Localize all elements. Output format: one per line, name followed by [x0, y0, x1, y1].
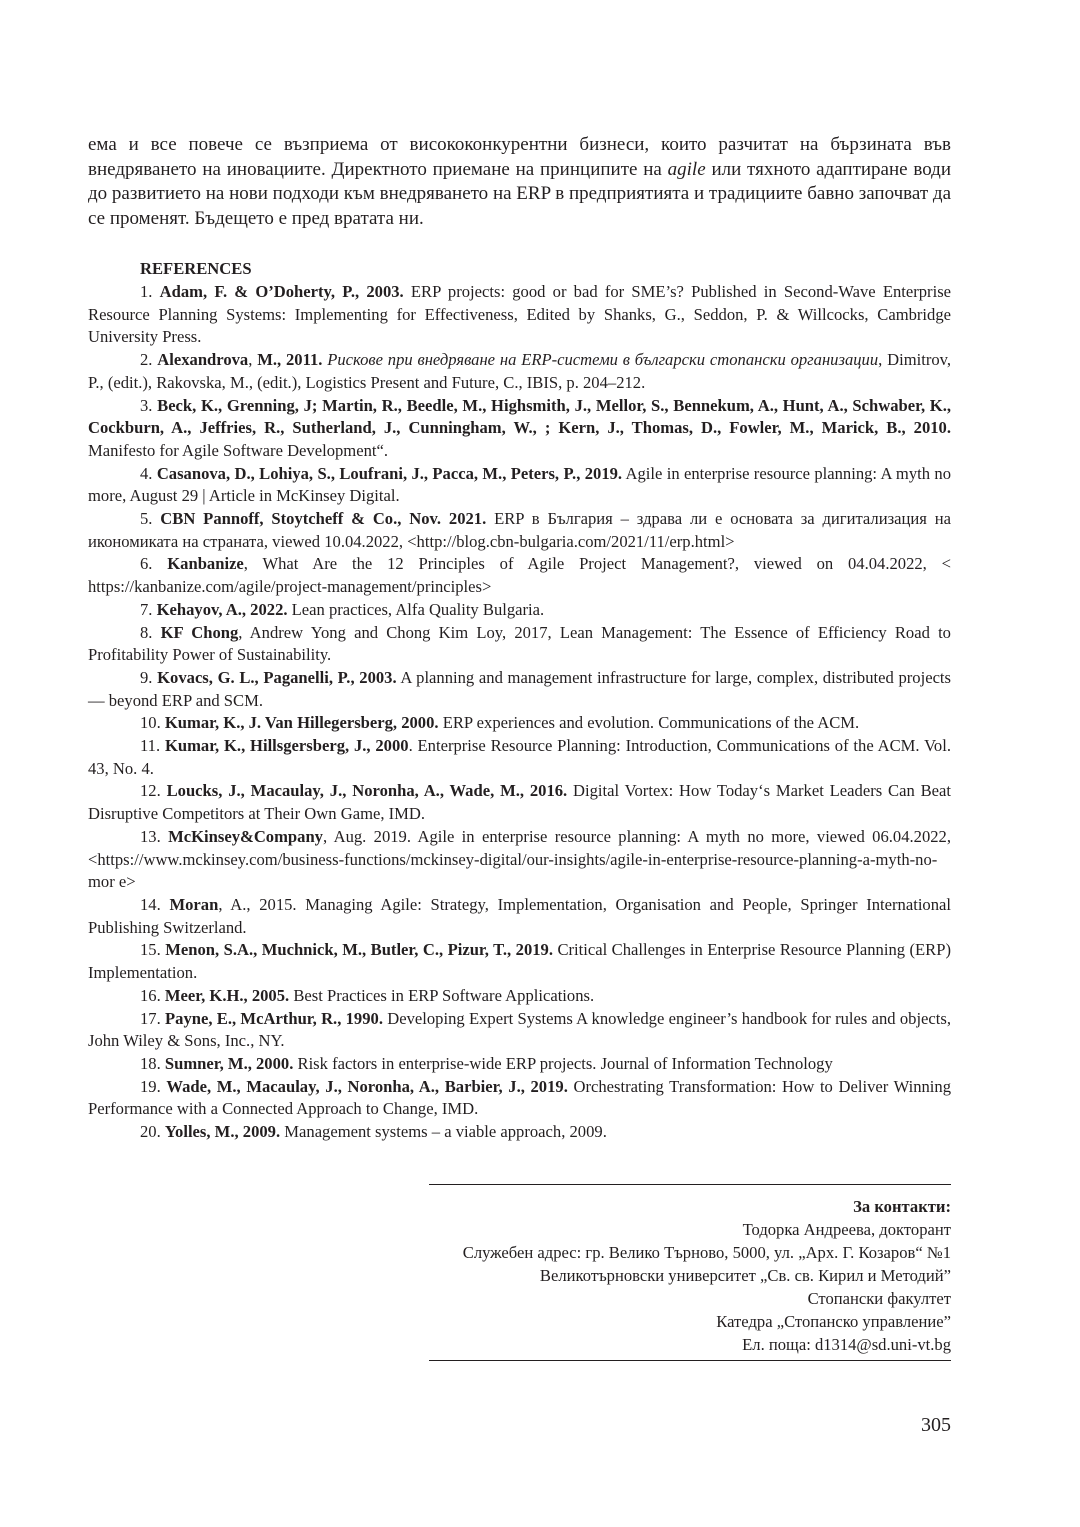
contact-university: Великотърновски университет „Св. св. Кирил и Методий” [539, 1266, 951, 1285]
reference-item: 15. Menon, S.A., Muchnick, M., Butler, C., Pizur, T., 2019. Critical Challenges in Enterprise Resource Planning (ERP) Implementation. [88, 940, 951, 983]
reference-item: 20. Yolles, M., 2009. Management systems – a viable approach, 2009. [140, 1122, 607, 1142]
reference-item: 19. Wade, M., Macaulay, J., Noronha, A., Barbier, J., 2019. Orchestrating Transformation: How to Deliver Winning Performance with a Connected Approach to Change, IMD. [88, 1076, 951, 1119]
page-number: 305 [921, 1414, 951, 1436]
reference-item: 16. Meer, K.H., 2005. Best Practices in ERP Software Applications. [140, 985, 595, 1005]
contacts-block [429, 1184, 951, 1361]
reference-item: 14. Moran, A., 2015. Managing Agile: Strategy, Implementation, Organisation and People, Springer International Publishing Switzerland. [88, 894, 951, 937]
contact-faculty: Стопански факултет [807, 1289, 951, 1308]
reference-item: 8. KF Chong, Andrew Yong and Chong Kim Loy, 2017, Lean Management: The Essence of Efficiency Road to Profitability Power of Sustainability. [88, 622, 951, 665]
reference-item: 2. Alexandrova, M., 2011. Рискове при внедряване на ERP-системи в български стопански организации, Dimitrov, P., (edit.), Rakovska, M., (edit.), Logistics Present and Future, C., IBIS, p. 204–212. [88, 350, 952, 392]
contacts-heading: За контакти: [853, 1197, 951, 1216]
reference-item: 10. Kumar, K., J. Van Hillegersberg, 2000. ERP experiences and evolution. Communications of the ACM. [140, 713, 860, 733]
references-list [88, 281, 951, 1144]
reference-item: 1. Adam, F. & O’Doherty, P., 2003. ERP projects: good or bad for SME’s? Published in Second-Wave Enterprise Resource Planning Systems: Implementing for Effectiveness, Edited by Shanks, G., Seddon, P. & Willcocks, Cambridge University Press. [88, 282, 952, 347]
reference-item: 18. Sumner, M., 2000. Risk factors in enterprise-wide ERP projects. Journal of Information Technology [140, 1053, 833, 1073]
contact-address: Служебен адрес: гр. Велико Търново, 5000, ул. „Арх. Г. Козаров“ №1 [462, 1243, 951, 1262]
references-heading: REFERENCES [140, 259, 252, 278]
reference-item: 13. McKinsey&Company, Aug. 2019. Agile in enterprise resource planning: A myth no more, viewed 06.04.2022, <https://www.mckinsey.com/business-functions/mckinsey-digital/our-insights/agile-in-enterprise-resource-planning-a-myth-no-mor e> [88, 826, 952, 892]
intro-text-2: или тяхното адаптиране води до развитието на нови подходи към внедряването на ERP в предприятията и традициите бавно започват да се променят. Бъдещето е пред вратата ни. [88, 158, 951, 229]
intro-italic-agile: agile [667, 158, 706, 180]
reference-item: 9. Kovacs, G. L., Paganelli, P., 2003. A planning and management infrastructure for large, complex, distributed projects — beyond ERP and SCM. [88, 667, 951, 710]
contact-email: Ел. поща: d1314@sd.uni-vt.bg [742, 1335, 951, 1354]
intro-text-1: ема и все повече се възприема от висококонкурентни бизнеси, които разчитат на бързината във внедряването на иновациите. Директното приемане на принципите на [88, 134, 951, 180]
reference-item: 11. Kumar, K., Hillsgersberg, J., 2000. Enterprise Resource Planning: Introduction, Communications of the ACM. Vol. 43, No. 4. [88, 736, 951, 778]
reference-item: 7. Kehayov, A., 2022. Lean practices, Alfa Quality Bulgaria. [140, 599, 545, 619]
intro-paragraph [88, 133, 951, 231]
contact-department: Катедра „Стопанско управление” [716, 1312, 951, 1331]
reference-item: 5. CBN Pannoff, Stoytcheff & Co., Nov. 2021. ERP в България – здрава ли е основата за дигитализация на икономиката на страната, viewed 10.04.2022, <http://blog.cbn-bulgaria.com/2021/11/erp.html> [88, 509, 952, 551]
reference-item: 4. Casanova, D., Lohiya, S., Loufrani, J., Pacca, M., Peters, P., 2019. Agile in enterprise resource planning: A myth no more, August 29 | Article in McKinsey Digital. [88, 463, 951, 506]
contact-name: Тодорка Андреева, докторант [742, 1220, 951, 1239]
reference-item: 17. Payne, E., McArthur, R., 1990. Developing Expert Systems A knowledge engineer’s handbook for rules and objects, John Wiley & Sons, Inc., NY. [88, 1008, 952, 1051]
reference-item: 3. Beck, K., Grenning, J; Martin, R., Beedle, M., Highsmith, J., Mellor, S., Bennekum, A., Hunt, A., Schwaber, K., Cockburn, A., Jeffries, R., Sutherland, J., Cunningham, W., ; Kern, J., Thomas, D., Fowler, M., Marick, B., 2010. Manifesto for Agile Software Development“. [88, 395, 951, 460]
reference-item: 12. Loucks, J., Macaulay, J., Noronha, A., Wade, M., 2016. Digital Vortex: How Today‘s Market Leaders Can Beat Disruptive Competitors at Their Own Game, IMD. [88, 781, 952, 824]
reference-item: 6. Kanbanize, What Are the 12 Principles of Agile Project Management?, viewed on 04.04.2022, < https://kanbanize.com/agile/project-management/principles> [88, 554, 951, 597]
